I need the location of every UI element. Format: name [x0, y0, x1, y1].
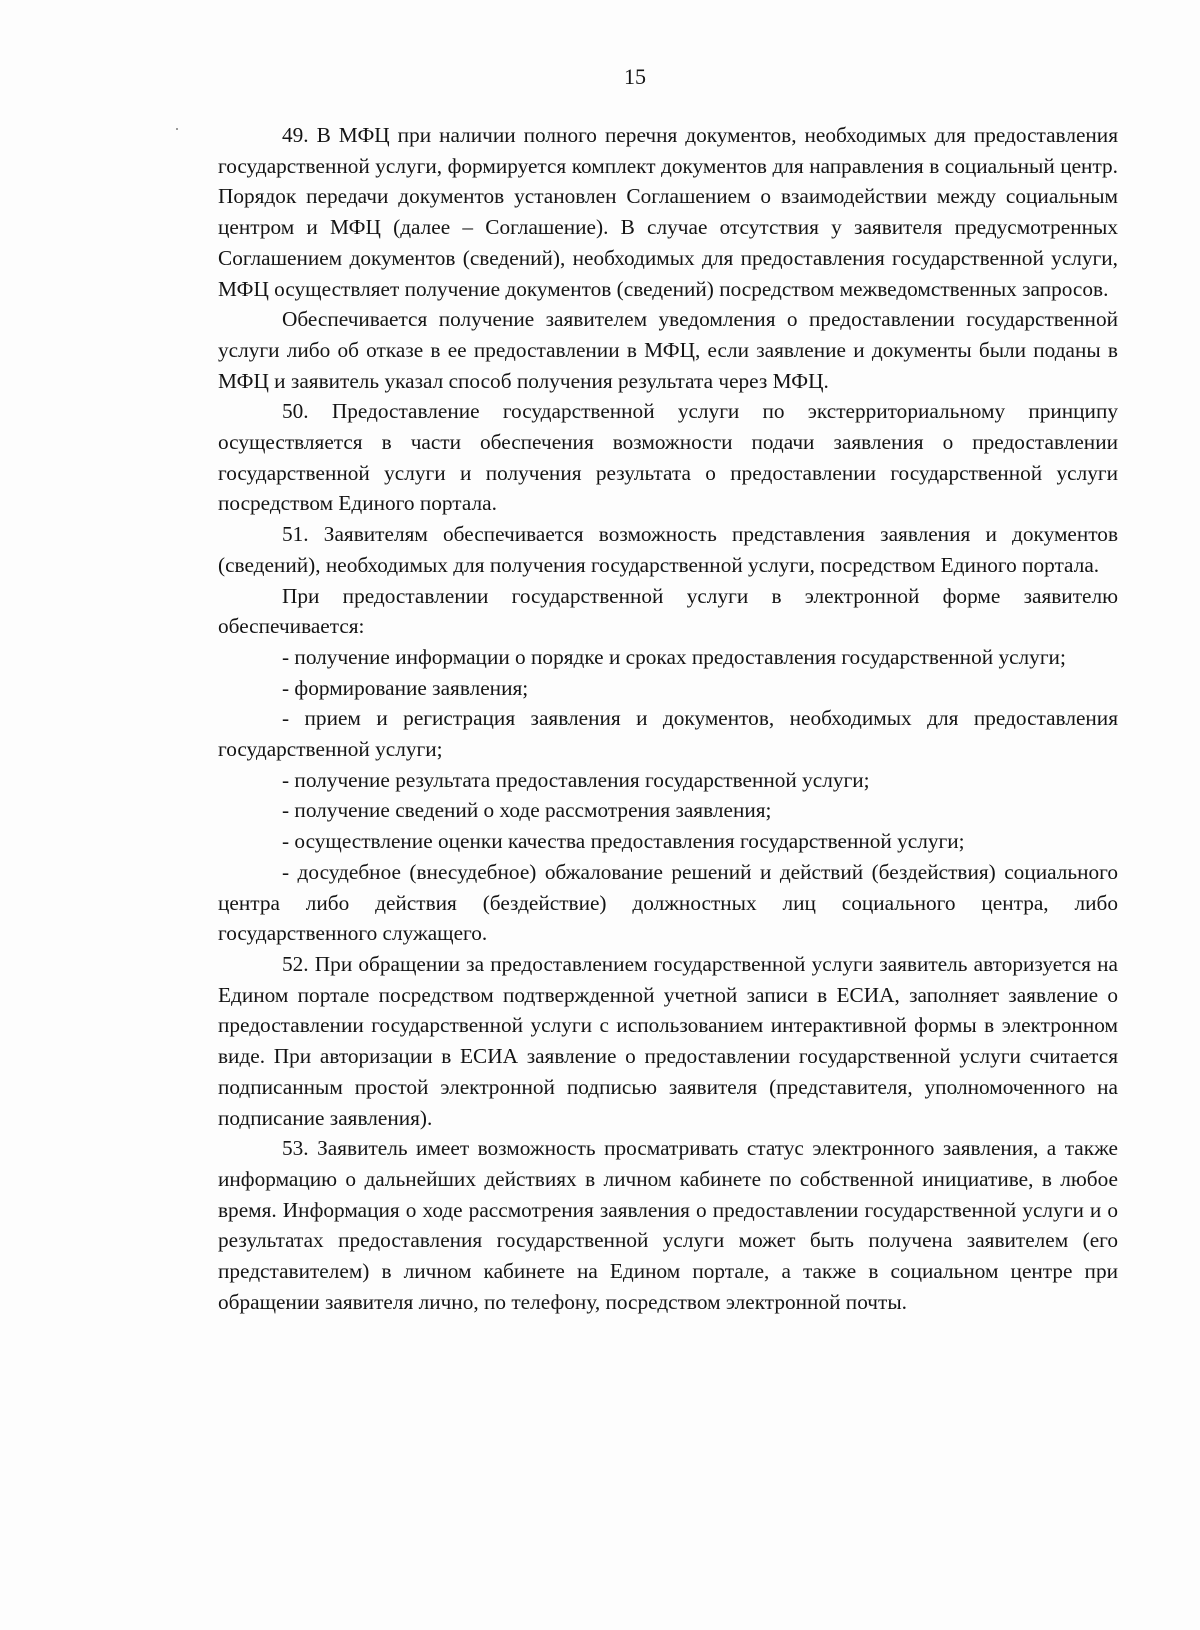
paragraph-50: 50. Предоставление государственной услуги по экстерриториальному принципу осуществляется в части обеспечения возможности подачи заявления о предоставлении государственной услуги и получения результата о предоставлении государственной услуги посредством Единого портала.	[218, 399, 1118, 516]
paragraph-49-notification: Обеспечивается получение заявителем уведомления о предоставлении государственной услуги либо об отказе в ее предоставлении в МФЦ, если заявление и документы были поданы в МФЦ и заявитель указал способ получения результата через МФЦ.	[218, 307, 1118, 393]
list-item-form-creation: - формирование заявления;	[282, 675, 529, 700]
scan-speck	[176, 128, 178, 130]
paragraph-53: 53. Заявитель имеет возможность просматривать статус электронного заявления, а также информацию о дальнейших действиях в личном кабинете по собственной инициативе, в любое время. Информация о ходе рассмотрения заявления о предоставлении государственной услуги и о результатах предоставления государственной услуги может быть получена заявителем (его представителем) в личном кабинете на Едином портале, а также в социальном центре при обращении заявителя лично, по телефону, посредством электронной почты.	[218, 1136, 1118, 1314]
list-item-appeal: - досудебное (внесудебное) обжалование решений и действий (бездействия) социального центра либо действия (бездействие) должностных лиц социального центра, либо государственного служащего.	[218, 859, 1118, 946]
list-item-quality: - осуществление оценки качества предоставления государственной услуги;	[282, 829, 965, 854]
paragraph-51: 51. Заявителям обеспечивается возможность представления заявления и документов (сведений), необходимых для получения государственной услуги, посредством Единого портала.	[218, 522, 1118, 577]
page-number: 15	[624, 64, 646, 89]
paragraph-52: 52. При обращении за предоставлением государственной услуги заявитель авторизуется на Едином портале посредством подтвержденной учетной записи в ЕСИА, заполняет заявление о предоставлении государственной услуги с использованием интерактивной формы в электронном виде. При авторизации в ЕСИА заявление о предоставлении государственной услуги считается подписанным простой электронной подписью заявителя (представителя, уполномоченного на подписание заявления).	[218, 951, 1118, 1130]
list-item-status: - получение сведений о ходе рассмотрения заявления;	[282, 798, 772, 823]
list-item-info: - получение информации о порядке и сроках предоставления государственной услуги;	[282, 644, 1066, 669]
document-body	[218, 120, 1118, 1317]
paragraph-electronic-form-intro: При предоставлении государственной услуги в электронной форме заявителю обеспечивается:	[218, 583, 1118, 639]
paragraph-49: 49. В МФЦ при наличии полного перечня документов, необходимых для предоставления государственной услуги, формируется комплект документов для направления в социальный центр. Порядок передачи документов установлен Соглашением о взаимодействии между социальным центром и МФЦ (далее – Соглашение). В случае отсутствия у заявителя предусмотренных Соглашением документов (сведений), необходимых для предоставления государственной услуги, МФЦ осуществляет получение документов (сведений) посредством межведомственных запросов.	[218, 123, 1118, 301]
list-item-result: - получение результата предоставления государственной услуги;	[282, 767, 870, 792]
list-item-registration: - прием и регистрация заявления и документов, необходимых для предоставления государственной услуги;	[218, 706, 1118, 762]
